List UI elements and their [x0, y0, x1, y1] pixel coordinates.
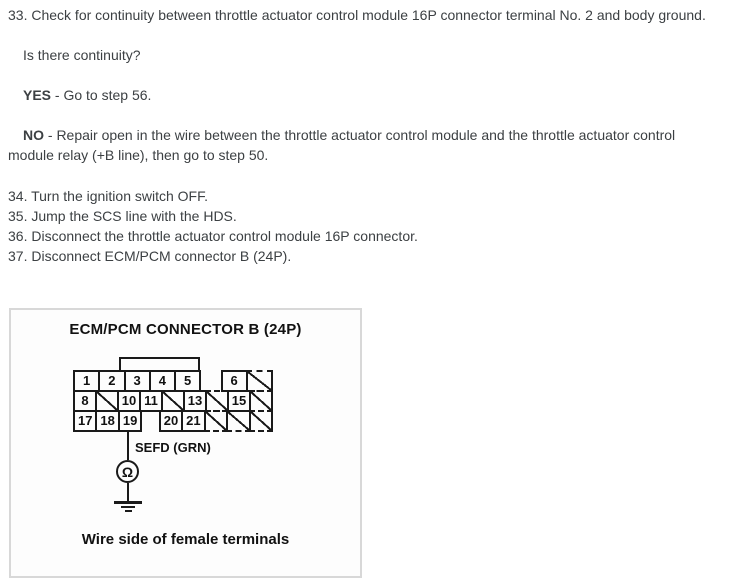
connector-pin-15: 15: [227, 390, 251, 412]
no-label: NO: [23, 127, 44, 143]
connector-pin-19: 19: [118, 410, 142, 432]
connector-pin-1: 1: [73, 370, 100, 392]
step-37: [8, 246, 722, 266]
connector-pin-4: 4: [149, 370, 176, 392]
step-36-number: 36.: [8, 228, 28, 244]
step-35: [8, 206, 722, 226]
step-37-text: Disconnect ECM/PCM connector B (24P).: [31, 248, 292, 264]
connector-row: [73, 370, 273, 392]
yes-text: - Go to step 56.: [54, 87, 152, 103]
step-36-text: Disconnect the throttle actuator control module 16P connector.: [31, 228, 418, 244]
connector-diagram: [73, 370, 273, 432]
step-33-number: 33.: [8, 7, 28, 23]
figure-title: ECM/PCM CONNECTOR B (24P): [69, 321, 302, 338]
ground-symbol-bar-1: [114, 501, 142, 504]
connector-pin-2: 2: [98, 370, 125, 392]
step-35-number: 35.: [8, 208, 28, 224]
procedure-steps: [8, 186, 722, 266]
connector-pin-13: 13: [183, 390, 207, 412]
connector-pin-11: 11: [139, 390, 163, 412]
connector-empty-cell: [226, 410, 250, 432]
connector-pin-21: 21: [181, 410, 205, 432]
connector-gap: [199, 370, 222, 392]
step-34: [8, 186, 722, 206]
step-33-text: Check for continuity between throttle actuator control module 16P connector terminal No. 2 and body ground.: [31, 7, 706, 23]
ohmmeter-symbol: Ω: [116, 460, 139, 483]
wire-segment-upper: [127, 432, 129, 460]
connector-row: [73, 390, 273, 412]
step-36: [8, 226, 722, 246]
figure-caption: Wire side of female terminals: [81, 531, 290, 548]
connector-figure: [9, 308, 362, 578]
wire-segment-lower: [127, 483, 129, 501]
yes-result: [8, 85, 722, 105]
connector-pin-20: 20: [159, 410, 183, 432]
no-text-line1: - Repair open in the wire between the throttle actuator control module and the throttle actuator control: [47, 127, 676, 143]
no-text-line2: module relay (+B line), then go to step 50.: [8, 147, 269, 163]
connector-empty-cell: [205, 390, 229, 412]
no-result: [8, 125, 722, 165]
connector-empty-cell: [204, 410, 228, 432]
ground-symbol-bar-3: [125, 510, 132, 512]
step-34-text: Turn the ignition switch OFF.: [31, 188, 208, 204]
connector-lock-tab: [119, 357, 200, 370]
step-35-text: Jump the SCS line with the HDS.: [31, 208, 237, 224]
connector-pin-17: 17: [73, 410, 97, 432]
connector-empty-cell: [95, 390, 119, 412]
connector-gap: [140, 410, 160, 432]
connector-pin-5: 5: [174, 370, 201, 392]
connector-pin-8: 8: [73, 390, 97, 412]
step-37-number: 37.: [8, 248, 28, 264]
connector-pin-6: 6: [221, 370, 248, 392]
yes-label: YES: [23, 87, 52, 103]
connector-row: [73, 410, 273, 432]
connector-empty-cell: [161, 390, 185, 412]
wire-label-sefd: SEFD (GRN): [135, 440, 211, 455]
continuity-question: Is there continuity?: [23, 47, 141, 63]
ground-symbol-bar-2: [121, 506, 135, 508]
connector-empty-cell: [246, 370, 273, 392]
connector-pin-3: 3: [124, 370, 151, 392]
connector-pin-18: 18: [95, 410, 119, 432]
step-33: [8, 5, 722, 25]
connector-empty-cell: [249, 390, 273, 412]
connector-pin-10: 10: [117, 390, 141, 412]
connector-grid: [73, 370, 273, 432]
connector-empty-cell: [249, 410, 273, 432]
step-34-number: 34.: [8, 188, 28, 204]
